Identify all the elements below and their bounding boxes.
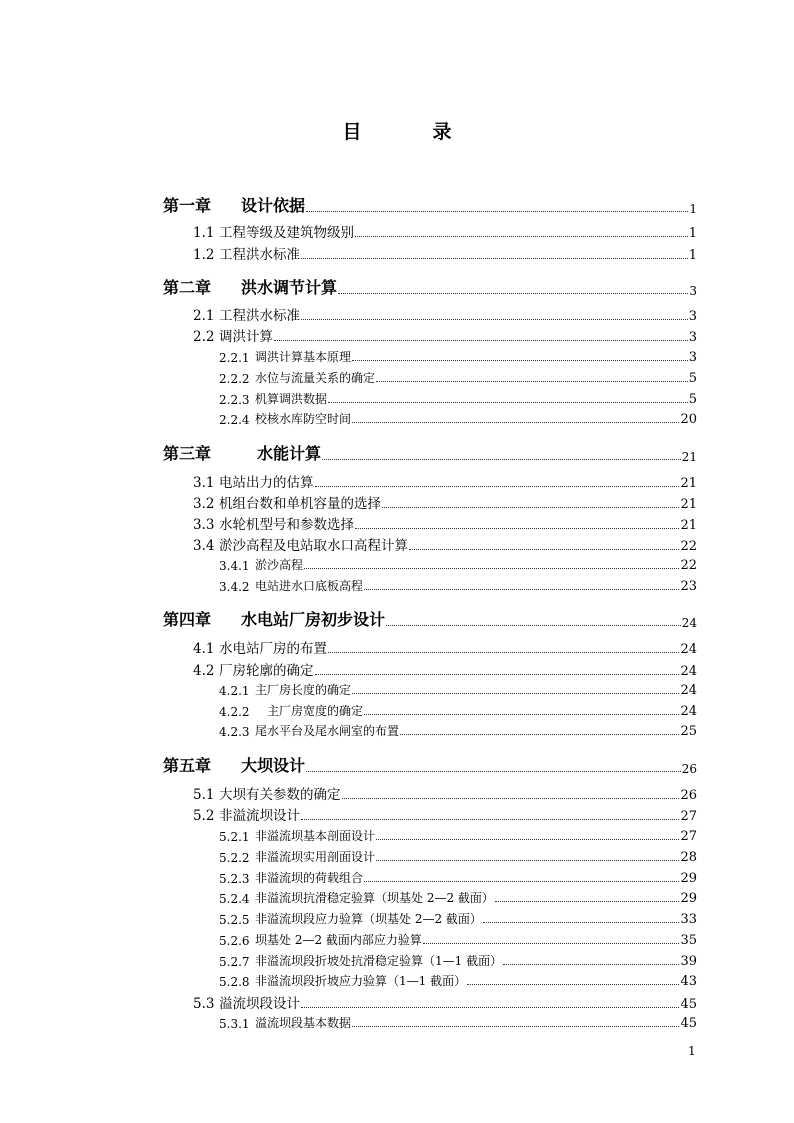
- toc-subsection-entry[interactable]: [163, 681, 697, 698]
- toc-entry-page-number: 24: [680, 664, 697, 679]
- toc-dot-leader: [274, 340, 688, 341]
- toc-subsection-entry[interactable]: [163, 848, 697, 865]
- toc-entry-number: 4.1: [193, 641, 215, 657]
- toc-entry-number: 3.4.1: [219, 559, 250, 573]
- toc-entry-number: 5.1: [193, 787, 215, 803]
- toc-entry-label: 非溢流坝设计: [219, 808, 300, 824]
- toc-entry-label: 工程洪水标准: [219, 247, 300, 263]
- toc-entry-label: 非溢流坝段折坡处抗滑稳定验算（1—1 截面）: [255, 954, 503, 968]
- toc-dot-leader: [328, 652, 679, 653]
- toc-dot-leader: [386, 625, 681, 626]
- toc-entry-number: 3.4: [193, 538, 215, 554]
- toc-entry-page-number: 22: [680, 539, 697, 554]
- toc-entry-number: 3.1: [193, 475, 215, 491]
- toc-entry-label: 厂房轮廓的确定: [219, 663, 314, 679]
- toc-entry-page-number: 5: [688, 371, 697, 386]
- toc-entry-number: 5.2: [193, 808, 215, 824]
- toc-subsection-entry[interactable]: [163, 702, 697, 719]
- page-title: 目 录: [342, 121, 478, 143]
- toc-entry-label: 溢流坝段设计: [219, 996, 300, 1012]
- toc-section-entry[interactable]: [163, 472, 697, 491]
- toc-entry-label: 非溢流坝段折坡应力验算（1—1 截面）: [255, 974, 467, 988]
- toc-entry-page-number: 43: [680, 974, 697, 989]
- toc-entry-number: 5.2.2: [219, 851, 250, 865]
- toc-entry-label: 大坝有关参数的确定: [219, 787, 341, 803]
- toc-entry-page-number: 29: [680, 871, 697, 886]
- toc-dot-leader: [301, 819, 679, 820]
- toc-entry-number: 5.3.1: [219, 1017, 250, 1031]
- toc-entry-page-number: 25: [680, 724, 697, 739]
- toc-dot-leader: [376, 839, 679, 840]
- toc-entry-number: 5.2.4: [219, 892, 250, 906]
- toc-entry-page-number: 29: [680, 891, 697, 906]
- toc-entry-page-number: 3: [689, 284, 697, 298]
- toc-dot-leader: [352, 422, 679, 423]
- toc-entry-number: 2.2.2: [219, 372, 250, 386]
- toc-subsection-entry[interactable]: [163, 577, 697, 594]
- toc-entry-number: 4.2.2: [219, 705, 250, 719]
- toc-entry-number: 第二章: [163, 278, 212, 297]
- toc-subsection-entry[interactable]: [163, 931, 697, 948]
- toc-section-entry[interactable]: [163, 305, 697, 324]
- toc-entry-page-number: 1: [688, 248, 697, 263]
- toc-entry-label: 电站出力的估算: [219, 475, 314, 491]
- toc-entry-page-number: 5: [688, 392, 697, 407]
- toc-entry-page-number: 33: [680, 912, 697, 927]
- toc-subsection-entry[interactable]: [163, 556, 697, 573]
- toc-entry-number: 2.2.3: [219, 393, 250, 407]
- toc-dot-leader: [467, 984, 679, 985]
- toc-subsection-entry[interactable]: [163, 410, 697, 427]
- toc-entry-label: 洪水调节计算: [241, 278, 338, 297]
- toc-entry-label: 水轮机型号和参数选择: [219, 517, 354, 533]
- toc-dot-leader: [301, 258, 688, 259]
- toc-entry-number: 2.2: [193, 329, 215, 345]
- toc-entry-label: 水位与流量关系的确定: [255, 371, 376, 385]
- toc-entry-page-number: 24: [680, 683, 697, 698]
- toc-entry-number: 5.2.8: [219, 975, 250, 989]
- toc-entry-label: 非溢流坝基本剖面设计: [255, 829, 376, 843]
- toc-section-entry[interactable]: [163, 660, 697, 679]
- toc-entry-number: 5.2.7: [219, 955, 250, 969]
- toc-entry-page-number: 1: [689, 202, 697, 216]
- toc-entry-page-number: 21: [680, 497, 697, 512]
- toc-dot-leader: [322, 459, 681, 460]
- toc-entry-number: 5.2.5: [219, 913, 250, 927]
- toc-entry-page-number: 45: [680, 997, 697, 1012]
- toc-dot-leader: [483, 922, 680, 923]
- toc-entry-page-number: 24: [681, 616, 697, 630]
- toc-entry-label: 非溢流坝的荷载组合: [255, 871, 364, 885]
- toc-chapter-entry[interactable]: [163, 194, 697, 216]
- toc-entry-label: 电站进水口底板高程: [255, 579, 364, 593]
- toc-dot-leader: [328, 402, 688, 403]
- toc-dot-leader: [503, 964, 679, 965]
- toc-dot-leader: [409, 549, 679, 550]
- toc-entry-label: 淤沙高程及电站取水口高程计算: [219, 538, 408, 554]
- toc-entry-number: 2.2.1: [219, 351, 250, 365]
- toc-dot-leader: [400, 734, 679, 735]
- toc-section-entry[interactable]: [163, 326, 697, 345]
- toc-section-entry[interactable]: [163, 535, 697, 554]
- toc-dot-leader: [355, 236, 688, 237]
- toc-chapter-entry[interactable]: [163, 608, 697, 630]
- toc-entry-label: 水能计算: [241, 444, 322, 463]
- toc-subsection-entry[interactable]: [163, 390, 697, 407]
- toc-entry-number: 第一章: [163, 196, 212, 215]
- toc-entry-label: 工程等级及建筑物级别: [219, 225, 354, 241]
- toc-section-entry[interactable]: [163, 493, 697, 512]
- toc-subsection-entry[interactable]: [163, 869, 697, 886]
- toc-entry-page-number: 21: [681, 450, 697, 464]
- toc-entry-page-number: 1: [688, 226, 697, 241]
- toc-entry-label: 水电站厂房初步设计: [241, 610, 386, 629]
- toc-entry-label: 坝基处 2—2 截面内部应力验算: [255, 933, 422, 947]
- toc-dot-leader: [352, 360, 688, 361]
- toc-entry-number: 2.2.4: [219, 413, 250, 427]
- toc-entry-page-number: 27: [680, 809, 697, 824]
- toc-dot-leader: [423, 943, 680, 944]
- toc-dot-leader: [301, 319, 688, 320]
- toc-dot-leader: [315, 486, 680, 487]
- toc-section-entry[interactable]: [163, 784, 697, 803]
- toc-section-entry[interactable]: [163, 222, 697, 241]
- toc-entry-label: 调洪计算: [219, 329, 273, 345]
- toc-entry-page-number: 3: [688, 330, 697, 345]
- toc-chapter-entry[interactable]: [163, 276, 697, 298]
- toc-entry-label: 非溢流坝抗滑稳定验算（坝基处 2—2 截面）: [255, 891, 494, 905]
- toc-entry-number: 5.2.6: [219, 934, 250, 948]
- toc-section-entry[interactable]: [163, 244, 697, 263]
- toc-entry-page-number: 3: [688, 309, 697, 324]
- toc-section-entry[interactable]: [163, 638, 697, 657]
- toc-subsection-entry[interactable]: [163, 348, 697, 365]
- toc-dot-leader: [306, 211, 688, 212]
- toc-chapter-entry[interactable]: [163, 442, 697, 464]
- toc-entry-number: 2.1: [193, 308, 215, 324]
- toc-entry-page-number: 21: [680, 518, 697, 533]
- toc-entry-number: 4.2.1: [219, 684, 250, 698]
- toc-entry-page-number: 24: [680, 642, 697, 657]
- toc-dot-leader: [376, 860, 679, 861]
- toc-dot-leader: [306, 771, 681, 772]
- toc-entry-page-number: 21: [680, 476, 697, 491]
- toc-entry-page-number: 3: [688, 350, 697, 365]
- toc-entry-page-number: 45: [680, 1016, 697, 1031]
- toc-subsection-entry[interactable]: [163, 369, 697, 386]
- toc-dot-leader: [355, 528, 679, 529]
- toc-subsection-entry[interactable]: [163, 910, 697, 927]
- toc-entry-label: 主厂房长度的确定: [255, 683, 352, 697]
- toc-entry-label: 主厂房宽度的确定: [255, 704, 364, 718]
- toc-entry-number: 3.4.2: [219, 580, 250, 594]
- toc-chapter-entry[interactable]: [163, 754, 697, 776]
- toc-dot-leader: [382, 507, 679, 508]
- toc-entry-number: 5.3: [193, 996, 215, 1012]
- toc-dot-leader: [342, 798, 680, 799]
- toc-entry-number: 4.2: [193, 663, 215, 679]
- toc-dot-leader: [376, 381, 688, 382]
- toc-section-entry[interactable]: [163, 993, 697, 1012]
- toc-entry-page-number: 39: [680, 954, 697, 969]
- toc-entry-page-number: 28: [680, 850, 697, 865]
- toc-section-entry[interactable]: [163, 805, 697, 824]
- toc-entry-number: 3.3: [193, 517, 215, 533]
- toc-subsection-entry[interactable]: [163, 827, 697, 844]
- toc-entry-page-number: 35: [680, 933, 697, 948]
- toc-dot-leader: [304, 568, 679, 569]
- toc-dot-leader: [364, 714, 679, 715]
- toc-entry-label: 溢流坝段基本数据: [255, 1016, 352, 1030]
- toc-entry-label: 机组台数和单机容量的选择: [219, 496, 381, 512]
- page-number: 1: [688, 1044, 696, 1058]
- toc-subsection-entry[interactable]: [163, 722, 697, 739]
- toc-entry-label: 调洪计算基本原理: [255, 350, 352, 364]
- toc-entry-page-number: 27: [680, 829, 697, 844]
- toc-entry-number: 1.2: [193, 247, 215, 263]
- toc-entry-label: 淤沙高程: [255, 558, 304, 572]
- toc-entry-number: 第四章: [163, 610, 212, 629]
- toc-entry-number: 4.2.3: [219, 725, 250, 739]
- toc-entry-label: 尾水平台及尾水闸室的布置: [255, 724, 400, 738]
- toc-entry-page-number: 26: [680, 788, 697, 803]
- toc-section-entry[interactable]: [163, 514, 697, 533]
- toc-entry-page-number: 26: [681, 762, 697, 776]
- toc-entry-number: 1.1: [193, 225, 215, 241]
- toc-entry-label: 校核水库防空时间: [255, 412, 352, 426]
- toc-entry-number: 第五章: [163, 756, 212, 775]
- toc-dot-leader: [364, 881, 679, 882]
- toc-dot-leader: [301, 1007, 679, 1008]
- toc-entry-label: 工程洪水标准: [219, 308, 300, 324]
- toc-entry-page-number: 20: [680, 412, 697, 427]
- toc-subsection-entry[interactable]: [163, 1014, 697, 1031]
- toc-subsection-entry[interactable]: [163, 972, 697, 989]
- toc-entry-label: 机算调洪数据: [255, 392, 328, 406]
- toc-entry-label: 非溢流坝段应力验算（坝基处 2—2 截面）: [255, 912, 482, 926]
- toc-dot-leader: [352, 693, 679, 694]
- toc-entry-label: 大坝设计: [241, 756, 306, 775]
- toc-subsection-entry[interactable]: [163, 889, 697, 906]
- toc-dot-leader: [352, 1026, 679, 1027]
- toc-entry-label: 设计依据: [241, 196, 306, 215]
- toc-entry-number: 5.2.3: [219, 872, 250, 886]
- toc-entry-page-number: 23: [680, 579, 697, 594]
- toc-entry-label: 非溢流坝实用剖面设计: [255, 850, 376, 864]
- toc-entry-number: 第三章: [163, 444, 212, 463]
- toc-entry-page-number: 22: [680, 558, 697, 573]
- toc-entry-page-number: 24: [680, 704, 697, 719]
- toc-dot-leader: [364, 589, 679, 590]
- toc-entry-number: 3.2: [193, 496, 215, 512]
- toc-entry-number: 5.2.1: [219, 830, 250, 844]
- toc-dot-leader: [495, 901, 680, 902]
- toc-dot-leader: [338, 293, 688, 294]
- toc-subsection-entry[interactable]: [163, 952, 697, 969]
- toc-entry-label: 水电站厂房的布置: [219, 641, 327, 657]
- toc-dot-leader: [315, 674, 680, 675]
